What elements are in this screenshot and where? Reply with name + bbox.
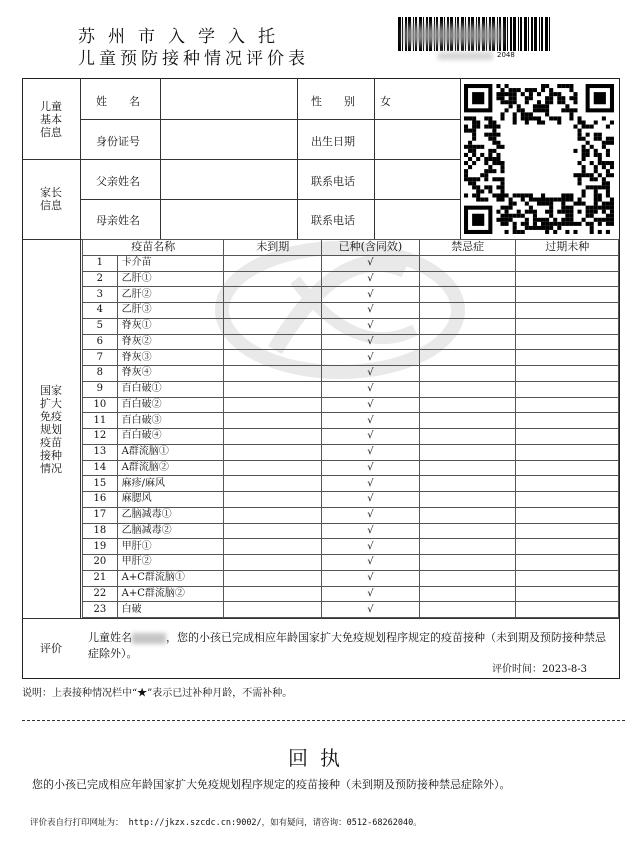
table-row: [83, 429, 619, 445]
contraindication-cell: [419, 523, 516, 539]
row-number: 17: [83, 507, 118, 523]
not-due-cell: [224, 287, 322, 303]
table-row: [83, 318, 619, 334]
vaccine-name: 脊灰④: [117, 366, 224, 382]
not-due-cell: [224, 602, 322, 618]
vaccinated-cell: √: [322, 586, 420, 602]
row-number: 14: [83, 460, 118, 476]
not-due-cell: [224, 586, 322, 602]
vaccine-name: 甲肝②: [117, 555, 224, 571]
contraindication-cell: [419, 570, 516, 586]
contraindication-cell: [419, 555, 516, 571]
contraindication-cell: [419, 303, 516, 319]
vaccinated-cell: √: [322, 381, 420, 397]
vaccinated-cell: √: [322, 318, 420, 334]
table-row: [83, 366, 619, 382]
row-number: 15: [83, 476, 118, 492]
header-vaccinated: 已种(含同效): [322, 240, 420, 256]
vaccine-name: 麻疹/麻风: [117, 476, 224, 492]
contraindication-cell: [419, 334, 516, 350]
contraindication-cell: [419, 460, 516, 476]
qr-code: [463, 84, 615, 234]
vaccinated-cell: √: [322, 334, 420, 350]
table-row: [83, 586, 619, 602]
barcode-number-redaction: [438, 52, 493, 60]
vaccinated-cell: √: [322, 507, 420, 523]
contraindication-cell: [419, 602, 516, 618]
vaccinated-cell: √: [322, 555, 420, 571]
row-number: 3: [83, 287, 118, 303]
vaccine-name: 脊灰①: [117, 318, 224, 334]
gender-value: 女: [380, 95, 391, 108]
not-due-cell: [224, 303, 322, 319]
vaccinated-cell: √: [322, 255, 420, 271]
overdue-cell: [516, 334, 619, 350]
vaccine-table: [82, 239, 619, 618]
overdue-cell: [516, 271, 619, 287]
table-row: [83, 444, 619, 460]
row-number: 7: [83, 350, 118, 366]
row-number: 21: [83, 570, 118, 586]
section-label-vaccine: 国家 扩大 免疫 规划 疫苗 接种 情况: [40, 384, 62, 475]
row-number: 4: [83, 303, 118, 319]
overdue-cell: [516, 429, 619, 445]
contraindication-cell: [419, 397, 516, 413]
overdue-cell: [516, 539, 619, 555]
vaccine-name: 脊灰②: [117, 334, 224, 350]
table-row: [83, 507, 619, 523]
receipt-title: 回执: [288, 746, 352, 770]
table-row: [83, 397, 619, 413]
vaccine-name: 乙肝①: [117, 271, 224, 287]
not-due-cell: [224, 366, 322, 382]
contraindication-cell: [419, 255, 516, 271]
table-row: [83, 602, 619, 618]
vaccine-name: 卡介苗: [117, 255, 224, 271]
table-row: [83, 334, 619, 350]
not-due-cell: [224, 555, 322, 571]
overdue-cell: [516, 507, 619, 523]
vaccinated-cell: √: [322, 366, 420, 382]
not-due-cell: [224, 476, 322, 492]
vaccinated-cell: √: [322, 397, 420, 413]
contraindication-cell: [419, 287, 516, 303]
overdue-cell: [516, 397, 619, 413]
vaccinated-cell: √: [322, 570, 420, 586]
table-row: [83, 350, 619, 366]
not-due-cell: [224, 334, 322, 350]
overdue-cell: [516, 570, 619, 586]
row-number: 12: [83, 429, 118, 445]
row-number: 1: [83, 255, 118, 271]
vaccinated-cell: √: [322, 444, 420, 460]
contraindication-cell: [419, 586, 516, 602]
row-number: 19: [83, 539, 118, 555]
col-divider: [297, 78, 298, 239]
father-phone-label: 联系电话: [311, 175, 355, 188]
not-due-cell: [224, 429, 322, 445]
row-divider: [80, 199, 460, 200]
vaccinated-cell: √: [322, 303, 420, 319]
vaccine-name: 百白破②: [117, 397, 224, 413]
not-due-cell: [224, 255, 322, 271]
gender-label: 性 别: [311, 95, 355, 108]
row-number: 9: [83, 381, 118, 397]
overdue-cell: [516, 255, 619, 271]
not-due-cell: [224, 413, 322, 429]
vaccine-name: 乙肝③: [117, 303, 224, 319]
vaccine-name: 百白破①: [117, 381, 224, 397]
vaccinated-cell: √: [322, 271, 420, 287]
table-row: [83, 570, 619, 586]
col-divider: [374, 78, 375, 239]
table-row: [83, 287, 619, 303]
vaccinated-cell: √: [322, 602, 420, 618]
vaccinated-cell: √: [322, 492, 420, 508]
contraindication-cell: [419, 429, 516, 445]
header-contraindication: 禁忌症: [419, 240, 516, 256]
not-due-cell: [224, 570, 322, 586]
contraindication-cell: [419, 476, 516, 492]
vaccinated-cell: √: [322, 429, 420, 445]
not-due-cell: [224, 492, 322, 508]
not-due-cell: [224, 523, 322, 539]
row-number: 10: [83, 397, 118, 413]
overdue-cell: [516, 460, 619, 476]
overdue-cell: [516, 287, 619, 303]
vaccine-name: 乙肝②: [117, 287, 224, 303]
child-name-redaction: [132, 633, 166, 644]
not-due-cell: [224, 539, 322, 555]
receipt-text: 您的小孩已完成相应年龄国家扩大免疫规划程序规定的疫苗接种（未到期及预防接种禁忌症除外）。: [32, 778, 511, 791]
vaccine-name: 乙脑减毒①: [117, 507, 224, 523]
vaccine-table-header: [83, 240, 619, 256]
vaccinated-cell: √: [322, 539, 420, 555]
overdue-cell: [516, 555, 619, 571]
evaluation-time: 评价时间：2023-8-3: [492, 664, 587, 675]
overdue-cell: [516, 318, 619, 334]
overdue-cell: [516, 381, 619, 397]
vaccinated-cell: √: [322, 460, 420, 476]
overdue-cell: [516, 476, 619, 492]
table-row: [83, 555, 619, 571]
not-due-cell: [224, 271, 322, 287]
not-due-cell: [224, 397, 322, 413]
row-number: 22: [83, 586, 118, 602]
form-title-line1: 苏州市入学入托: [78, 27, 288, 47]
contraindication-cell: [419, 444, 516, 460]
vaccine-name: 乙脑减毒②: [117, 523, 224, 539]
overdue-cell: [516, 350, 619, 366]
table-row: [83, 476, 619, 492]
vaccine-name: A群流脑②: [117, 460, 224, 476]
row-number: 6: [83, 334, 118, 350]
row-divider: [22, 618, 620, 619]
overdue-cell: [516, 602, 619, 618]
not-due-cell: [224, 444, 322, 460]
contraindication-cell: [419, 413, 516, 429]
row-number: 13: [83, 444, 118, 460]
father-name-label: 父亲姓名: [96, 175, 140, 188]
not-due-cell: [224, 350, 322, 366]
contraindication-cell: [419, 507, 516, 523]
row-divider: [80, 119, 460, 120]
vaccine-name: A+C群流脑①: [117, 570, 224, 586]
section-label-evaluation: 评价: [40, 642, 62, 655]
not-due-cell: [224, 460, 322, 476]
not-due-cell: [224, 318, 322, 334]
vaccine-name: A+C群流脑②: [117, 586, 224, 602]
overdue-cell: [516, 523, 619, 539]
row-divider: [22, 159, 460, 160]
table-row: [83, 523, 619, 539]
mother-phone-label: 联系电话: [311, 214, 355, 227]
evaluation-prefix: 儿童姓名: [88, 631, 132, 644]
row-number: 16: [83, 492, 118, 508]
row-number: 2: [83, 271, 118, 287]
contraindication-cell: [419, 381, 516, 397]
col-divider: [160, 78, 161, 239]
header-not-due: 未到期: [224, 240, 322, 256]
overdue-cell: [516, 366, 619, 382]
barcode-number: 2048: [497, 51, 515, 59]
row-number: 11: [83, 413, 118, 429]
overdue-cell: [516, 586, 619, 602]
overdue-cell: [516, 413, 619, 429]
col-divider: [460, 78, 461, 239]
row-number: 18: [83, 523, 118, 539]
contraindication-cell: [419, 271, 516, 287]
row-number: 23: [83, 602, 118, 618]
row-number: 20: [83, 555, 118, 571]
vaccinated-cell: √: [322, 413, 420, 429]
contraindication-cell: [419, 366, 516, 382]
vaccine-name: 百白破③: [117, 413, 224, 429]
form-title-line2: 儿童预防接种情况评价表: [78, 49, 309, 69]
vaccinated-cell: √: [322, 476, 420, 492]
not-due-cell: [224, 507, 322, 523]
vaccinated-cell: √: [322, 350, 420, 366]
barcode-redaction: [404, 26, 502, 44]
vaccine-name: A群流脑①: [117, 444, 224, 460]
id-number-label: 身份证号: [96, 135, 140, 148]
footer-text: 评价表自行打印网址为： http://jkzx.szcdc.cn:9002/，如有疑问，请咨询：0512-68262040。: [30, 818, 422, 828]
row-number: 5: [83, 318, 118, 334]
contraindication-cell: [419, 318, 516, 334]
table-row: [83, 271, 619, 287]
table-row: [83, 539, 619, 555]
table-row: [83, 303, 619, 319]
table-row: [83, 460, 619, 476]
vaccine-name: 甲肝①: [117, 539, 224, 555]
contraindication-cell: [419, 492, 516, 508]
evaluation-text: [88, 630, 616, 662]
overdue-cell: [516, 303, 619, 319]
vaccine-name: 百白破④: [117, 429, 224, 445]
table-row: [83, 255, 619, 271]
section-label-child: 儿童 基本 信息: [40, 100, 62, 139]
table-row: [83, 381, 619, 397]
vaccinated-cell: √: [322, 523, 420, 539]
not-due-cell: [224, 381, 322, 397]
header-overdue: 过期未种: [516, 240, 619, 256]
birth-date-label: 出生日期: [311, 135, 355, 148]
vaccine-name: 白破: [117, 602, 224, 618]
overdue-cell: [516, 492, 619, 508]
cut-line: [22, 720, 625, 721]
table-row: [83, 413, 619, 429]
vaccinated-cell: √: [322, 287, 420, 303]
vaccine-name: 脊灰③: [117, 350, 224, 366]
evaluation-body: ，您的小孩已完成相应年龄国家扩大免疫规划程序规定的疫苗接种（未到期及预防接种禁忌症除外）。: [88, 631, 606, 660]
contraindication-cell: [419, 350, 516, 366]
overdue-cell: [516, 444, 619, 460]
section-label-parent: 家长 信息: [40, 186, 62, 212]
table-row: [83, 492, 619, 508]
note-text: 说明：上表接种情况栏中“★”表示已过补种月龄，不需补种。: [22, 688, 293, 699]
vaccine-name: 麻腮风: [117, 492, 224, 508]
header-vaccine-name: 疫苗名称: [83, 240, 224, 256]
contraindication-cell: [419, 539, 516, 555]
name-label: 姓 名: [96, 95, 140, 108]
row-number: 8: [83, 366, 118, 382]
mother-name-label: 母亲姓名: [96, 214, 140, 227]
